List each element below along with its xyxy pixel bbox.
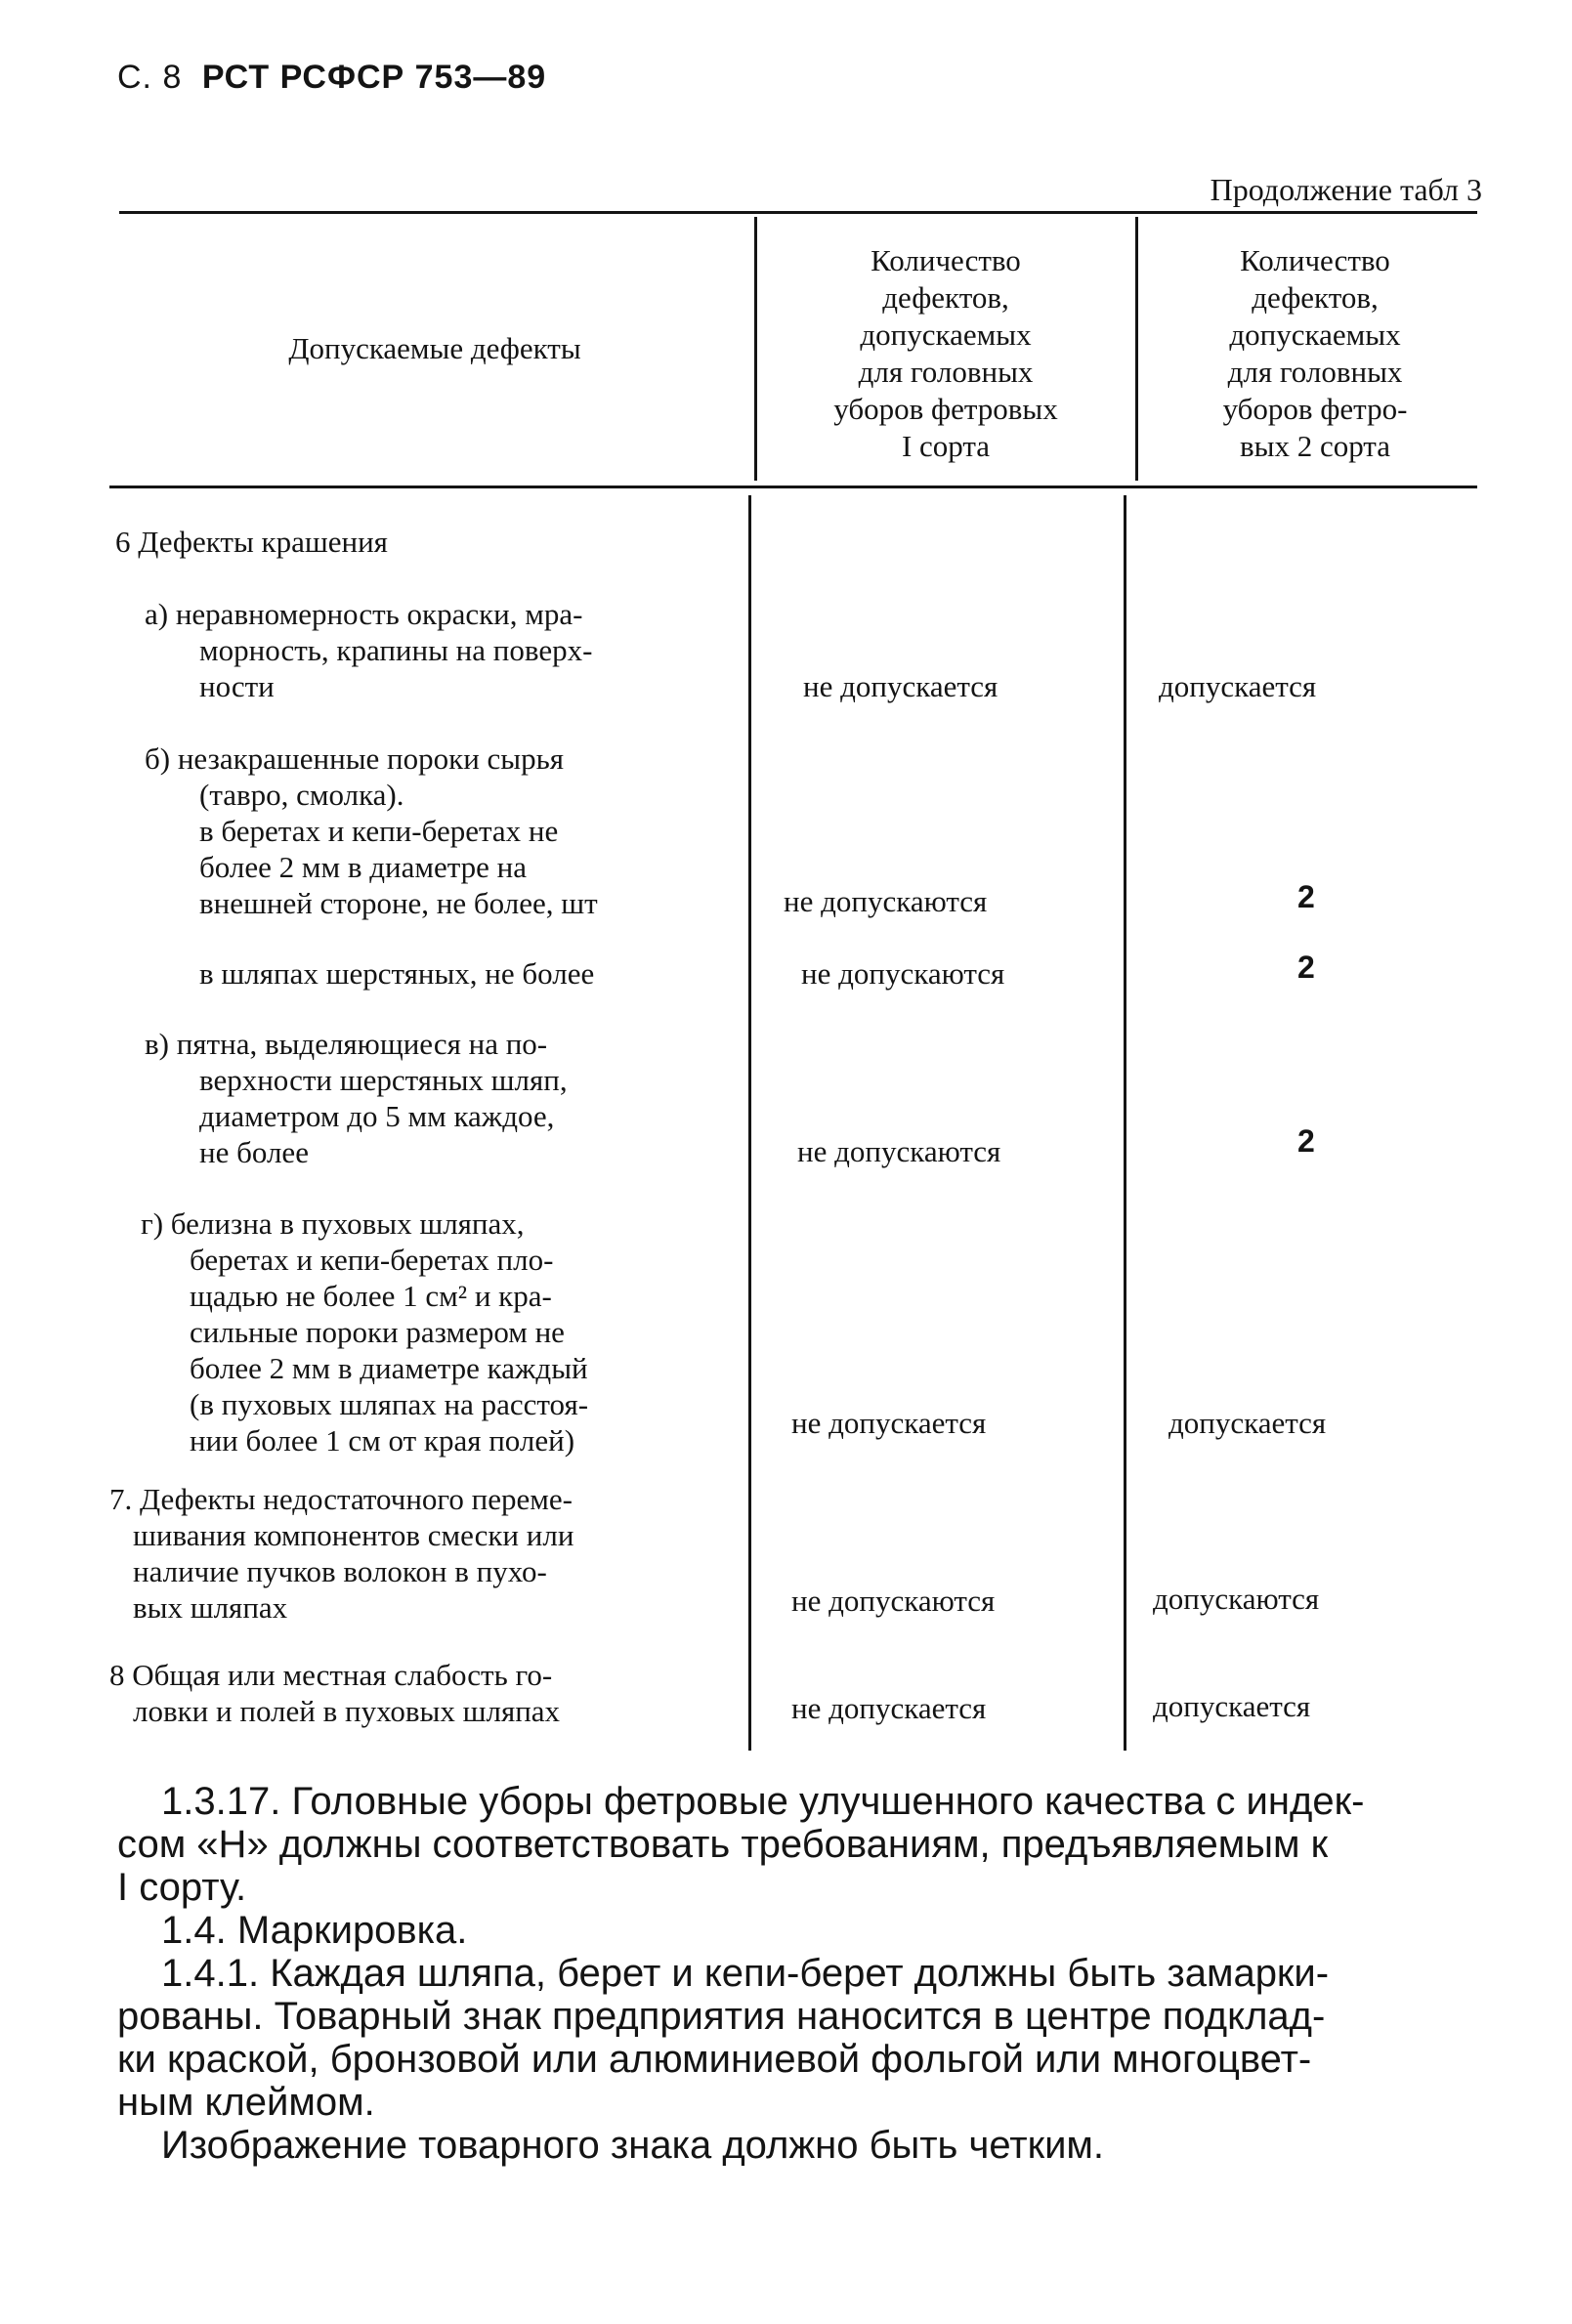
paragraph-1-3-17-line: 1.3.17. Головные уборы фетровые улучшенного качества с индек-	[161, 1780, 1365, 1823]
header-line: допускаемых	[1229, 317, 1401, 352]
header-line: для головных	[1227, 355, 1403, 389]
stub-line: а) неравномерность окраски, мра-	[145, 597, 583, 631]
header-line: для головных	[858, 355, 1034, 389]
stub-line: в шляпах шерстяных, не более	[199, 956, 595, 991]
stub-line: в) пятна, выделяющиеся на по-	[145, 1027, 548, 1061]
header-line: дефектов,	[882, 280, 1009, 315]
table-continuation-label: Продолжение табл 3	[1210, 172, 1482, 207]
paragraph-1-4-1-line: ки краской, бронзовой или алюминиевой фольгой или многоцвет-	[117, 2038, 1312, 2081]
stub-line: сильные пороки размером не	[190, 1315, 565, 1349]
table-row-stub	[145, 740, 598, 921]
stub-line: шивания компонентов смески или	[133, 1518, 574, 1552]
stub-line: щадью не более 1 см² и кра-	[190, 1279, 552, 1313]
stub-line: 6 Дефекты крашения	[115, 525, 388, 559]
body-text	[117, 1780, 1466, 2167]
page-number: С. 8	[117, 59, 183, 96]
stub-line: ности	[199, 669, 275, 703]
header-line: дефектов,	[1252, 280, 1379, 315]
column-divider-2-body	[1124, 495, 1126, 1751]
page-header	[117, 59, 546, 97]
header-line: уборов фетровых	[833, 392, 1058, 426]
table-header-rule	[109, 486, 1477, 488]
stub-line: 7. Дефекты недостаточного переме-	[109, 1482, 573, 1516]
stub-line: не более	[199, 1135, 309, 1169]
stub-line: диаметром до 5 мм каждое,	[199, 1099, 555, 1133]
header-line: Количество	[871, 243, 1021, 277]
value-second-grade: допускается	[1168, 1406, 1327, 1440]
paragraph-1-3-17-line: сом «Н» должны соответствовать требованиям, предъявляемым к	[117, 1823, 1329, 1866]
table-row-stub	[115, 524, 388, 560]
paragraph-1-3-17-line: I сорту.	[117, 1866, 247, 1909]
value-second-grade: допускается	[1153, 1689, 1311, 1723]
header-line: Количество	[1240, 243, 1390, 277]
value-second-grade: 2	[1297, 879, 1315, 914]
value-first-grade: не допускаются	[801, 956, 1005, 991]
header-line: вых 2 сорта	[1239, 429, 1390, 463]
stub-line: нии более 1 см от края полей)	[190, 1423, 575, 1458]
stub-line: 8 Общая или местная слабость го-	[109, 1658, 553, 1692]
header-line: I сорта	[901, 429, 991, 463]
header-line: уборов фетро-	[1222, 392, 1408, 426]
header-line: допускаемых	[860, 317, 1032, 352]
value-second-grade: 2	[1297, 950, 1315, 985]
value-first-grade: не допускается	[803, 669, 998, 703]
paragraph-trademark: Изображение товарного знака должно быть четким.	[161, 2124, 1105, 2167]
stub-line: верхности шерстяных шляп,	[199, 1063, 568, 1097]
table-row-stub	[109, 1481, 574, 1626]
table-row-stub	[141, 1205, 588, 1458]
stub-line: г) белизна в пуховых шляпах,	[141, 1206, 525, 1241]
table-top-rule	[119, 211, 1477, 214]
value-first-grade: не допускается	[791, 1406, 987, 1440]
standard-code: РСТ РСФСР 753—89	[201, 59, 547, 96]
stub-line: б) незакрашенные пороки сырья	[145, 741, 565, 776]
value-second-grade: 2	[1297, 1123, 1315, 1159]
table-row-stub	[145, 596, 592, 704]
value-first-grade: не допускаются	[797, 1134, 1001, 1168]
column-header-second-grade	[1139, 242, 1491, 465]
column-divider-2	[1135, 217, 1138, 481]
table-row-stub	[145, 1026, 568, 1170]
paragraph-1-4-1-line: рованы. Товарный знак предприятия наносится в центре подклад-	[117, 1995, 1326, 2038]
stub-line: в беретах и кепи-беретах не	[199, 814, 559, 848]
stub-line: внешней стороне, не более, шт	[199, 886, 598, 920]
stub-line: беретах и кепи-беретах пло-	[190, 1243, 554, 1277]
value-second-grade: допускается	[1159, 669, 1317, 703]
value-first-grade: не допускаются	[791, 1584, 996, 1618]
stub-line: (тавро, смолка).	[199, 778, 404, 812]
stub-line: наличие пучков волокон в пухо-	[133, 1554, 547, 1588]
value-first-grade: не допускаются	[784, 884, 988, 918]
section-heading-marking: 1.4. Маркировка.	[161, 1909, 468, 1952]
paragraph-1-4-1-line: ным клеймом.	[117, 2081, 375, 2124]
column-header-defects: Допускаемые дефекты	[288, 331, 581, 365]
stub-line: морность, крапины на поверх-	[199, 633, 593, 667]
stub-line: ловки и полей в пуховых шляпах	[133, 1694, 561, 1728]
paragraph-1-4-1-line: 1.4.1. Каждая шляпа, берет и кепи-берет должны быть замарки-	[161, 1952, 1330, 1995]
column-divider-1	[754, 217, 757, 481]
stub-line: более 2 мм в диаметре на	[199, 850, 528, 884]
stub-line: вых шляпах	[133, 1590, 288, 1625]
column-header-first-grade	[758, 242, 1133, 465]
table-row-stub	[199, 955, 594, 992]
column-divider-1-body	[748, 495, 751, 1751]
value-first-grade: не допускается	[791, 1691, 987, 1725]
stub-line: более 2 мм в диаметре каждый	[190, 1351, 588, 1385]
table-row-stub	[109, 1657, 560, 1729]
value-second-grade: допускаются	[1153, 1582, 1320, 1616]
stub-line: (в пуховых шляпах на расстоя-	[190, 1387, 589, 1421]
